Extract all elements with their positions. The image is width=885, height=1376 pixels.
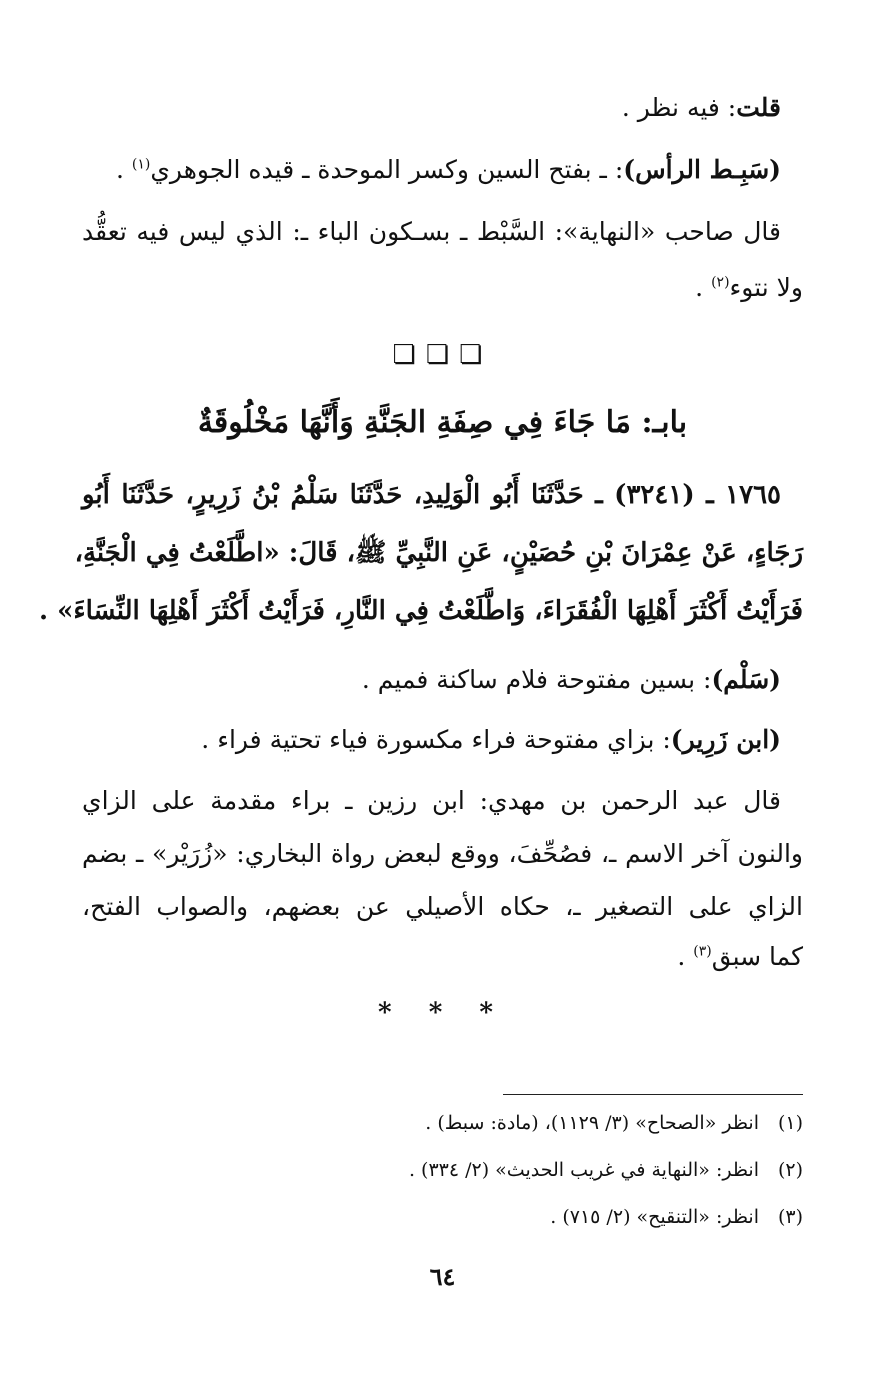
hadith-line-1: ١٧٦٥ ـ (٣٢٤١) ـ حَدَّثَنَا أَبُو الْوَلِيدِ، حَدَّثَنَا سَلْمُ بْنُ زَرِيرٍ، حَدَّثَنَا أَبُو [82,480,781,510]
note-ibn-zarir [82,720,803,760]
chapter-heading: بابـ: مَا جَاءَ فِي صِفَةِ الجَنَّةِ وَأَنَّهَا مَخْلُوقَةٌ [197,405,688,440]
paragraph-end: . [695,273,712,302]
note-text: : بزاي مفتوحة فراء مكسورة فياء تحتية فراء . [201,725,671,754]
note-label: (ابن زَرِير) [670,725,781,754]
footnote-text: انظر «الصحاح» (٣/ ١١٢٩)، (مادة: سبط) . [425,1112,759,1134]
page-number: ٦٤ [429,1262,456,1291]
hadith-line-2: رَجَاءٍ، عَنْ عِمْرَانَ بْنِ حُصَيْنٍ، عَنِ النَّبِيِّ ﷺ، قَالَ: «اطَّلَعْتُ فِي الْجَنَّةِ، [74,538,803,568]
note-salm [82,660,803,700]
footnote-ref[interactable]: (٢) [711,274,730,291]
section-separator-stars: * * * [378,998,507,1028]
paragraph-sabit [82,150,803,190]
paragraph-text: ولا نتوء [729,273,803,302]
footnote-ref[interactable]: (٣) [693,943,712,960]
paragraph-text: : فيه نظر . [621,93,737,122]
section-separator-boxes: ❏❏❏ [392,340,493,370]
paragraph-label: قلت [736,93,781,122]
book-page [39,0,803,1376]
note-text: : بسين مفتوحة فلام ساكنة فميم . [361,665,712,694]
footnote-text: انظر: «النهاية في غريب الحديث» (٢/ ٣٣٤) . [408,1159,759,1181]
footnote-number: (٣) [777,1206,803,1228]
note-label: (سَلْم) [711,665,781,694]
note-end: . [677,942,694,971]
paragraph-nihaya-line-2 [82,268,803,308]
paragraph-label: (سَبِـط الرأس) [623,155,781,184]
note-text: كما سبق [711,942,803,971]
footnote-number: (٢) [777,1159,803,1181]
footnote-3 [82,1202,803,1232]
footnote-divider [503,1094,803,1095]
footnote-text: انظر: «التنقيح» (٢/ ٧١٥) . [550,1206,759,1228]
note-mahdi-line-2: والنون آخر الاسم ـ، فصُحِّفَ، ووقع لبعض رواة البخاري: «زُرَيْر» ـ بضم [82,839,803,868]
note-mahdi-line-3: الزاي على التصغير ـ، حكاه الأصيلي عن بعضهم، والصواب الفتح، [82,892,803,921]
hadith-line-3: فَرَأَيْتُ أَكْثَرَ أَهْلِهَا الْفُقَرَاءَ، وَاطَّلَعْتُ فِي النَّارِ، فَرَأَيْتُ أَكْثَرَ أَهْلِهَا النِّسَاءَ» . [39,596,803,626]
footnote-1 [82,1108,803,1138]
footnote-2 [82,1155,803,1185]
footnote-number: (١) [777,1112,803,1134]
paragraph-qultu [82,88,803,128]
note-mahdi-line-4 [82,937,803,977]
paragraph-text: : ـ بفتح السين وكسر الموحدة ـ قيده الجوهري [150,155,624,184]
paragraph-end: . [115,155,132,184]
footnote-ref[interactable]: (١) [131,156,151,173]
paragraph-nihaya-line-1: قال صاحب «النهاية»: السَّبْط ـ بسـكون الباء ـ: الذي ليس فيه تعقُّد [82,217,781,246]
note-mahdi-line-1: قال عبد الرحمن بن مهدي: ابن رزين ـ براء مقدمة على الزاي [82,786,781,815]
